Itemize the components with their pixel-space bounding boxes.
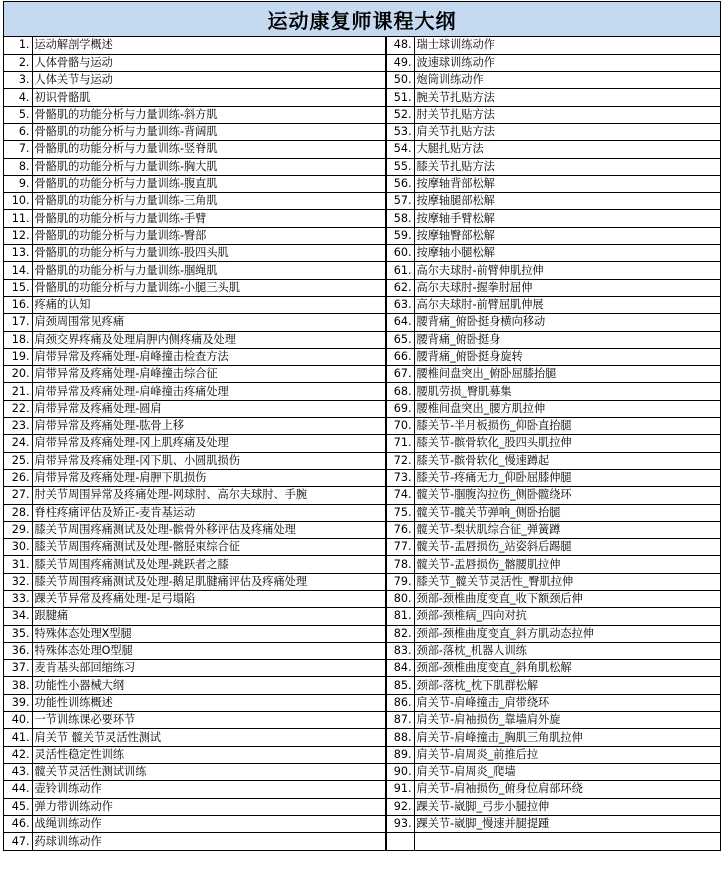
course-number: 17. xyxy=(4,314,32,331)
course-title: 膝关节周围疼痛测试及处理-髌骨外移评估及疼痛处理 xyxy=(32,521,386,538)
course-title: 运动解剖学概述 xyxy=(32,37,386,54)
course-title: 高尔夫球肘-握拳肘屈伸 xyxy=(414,279,720,296)
course-number: 32. xyxy=(4,573,32,590)
course-number: 36. xyxy=(4,642,32,659)
course-title: 踝关节-崴脚_弓步小腿拉伸 xyxy=(414,798,720,815)
course-number: 3. xyxy=(4,72,32,89)
table-row xyxy=(4,798,720,815)
course-number: 60. xyxy=(386,245,414,262)
course-title: 肩关节-肩周炎_爬墙 xyxy=(414,763,720,780)
course-number: 21. xyxy=(4,383,32,400)
table-row xyxy=(4,89,720,106)
table-row xyxy=(4,435,720,452)
table-row xyxy=(4,314,720,331)
course-number: 10. xyxy=(4,193,32,210)
course-title: 灵活性稳定性训练 xyxy=(32,746,386,763)
course-title: 大腿扎贴方法 xyxy=(414,141,720,158)
course-number: 34. xyxy=(4,608,32,625)
table-row xyxy=(4,642,720,659)
table-row xyxy=(4,677,720,694)
title-bar xyxy=(4,2,720,37)
course-title: 肩关节-肩峰撞击_胸肌三角肌拉伸 xyxy=(414,729,720,746)
table-row xyxy=(4,123,720,140)
course-number: 77. xyxy=(386,539,414,556)
course-title: 疼痛的认知 xyxy=(32,296,386,313)
course-number: 13. xyxy=(4,245,32,262)
table-row xyxy=(4,245,720,262)
table-row xyxy=(4,694,720,711)
course-number: 11. xyxy=(4,210,32,227)
course-title xyxy=(414,833,720,850)
course-number: 7. xyxy=(4,141,32,158)
table-row xyxy=(4,383,720,400)
course-title: 按摩轴小腿松解 xyxy=(414,245,720,262)
course-number: 41. xyxy=(4,729,32,746)
course-number: 27. xyxy=(4,487,32,504)
course-title: 膝关节-疼痛无力_仰卧屈膝伸腿 xyxy=(414,469,720,486)
course-title: 髋关节-盂唇损伤_站姿斜后踢腿 xyxy=(414,539,720,556)
course-title: 颈部-颈椎曲度变直_斜方肌动态拉伸 xyxy=(414,625,720,642)
course-number: 65. xyxy=(386,331,414,348)
course-number: 39. xyxy=(4,694,32,711)
course-title: 髋关节-腘腹沟拉伤_侧卧髋绕环 xyxy=(414,487,720,504)
course-number: 90. xyxy=(386,763,414,780)
course-title: 肩带异常及疼痛处理-肩峰撞击检查方法 xyxy=(32,348,386,365)
course-title: 骨骼肌的功能分析与力量训练-腹直肌 xyxy=(32,175,386,192)
table-row xyxy=(4,72,720,89)
course-number: 82. xyxy=(386,625,414,642)
course-number: 91. xyxy=(386,781,414,798)
course-title: 肩带异常及疼痛处理-肱骨上移 xyxy=(32,418,386,435)
course-number: 93. xyxy=(386,815,414,832)
course-number: 55. xyxy=(386,158,414,175)
course-title: 肩带异常及疼痛处理-冈下肌、小圆肌损伤 xyxy=(32,452,386,469)
course-number: 64. xyxy=(386,314,414,331)
course-number: 79. xyxy=(386,573,414,590)
course-number: 80. xyxy=(386,591,414,608)
table-row xyxy=(4,815,720,832)
course-number: 69. xyxy=(386,400,414,417)
course-number: 29. xyxy=(4,521,32,538)
table-row xyxy=(4,556,720,573)
table-row xyxy=(4,37,720,54)
course-title: 腰椎间盘突出_腰方肌拉伸 xyxy=(414,400,720,417)
course-number: 42. xyxy=(4,746,32,763)
course-title: 骨骼肌的功能分析与力量训练-竖脊肌 xyxy=(32,141,386,158)
course-number: 25. xyxy=(4,452,32,469)
course-number: 56. xyxy=(386,175,414,192)
course-number: 31. xyxy=(4,556,32,573)
course-title: 弹力带训练动作 xyxy=(32,798,386,815)
course-title: 按摩轴臀部松解 xyxy=(414,227,720,244)
course-title: 肩带异常及疼痛处理-冈上肌疼痛及处理 xyxy=(32,435,386,452)
course-number: 18. xyxy=(4,331,32,348)
table-row xyxy=(4,400,720,417)
course-number: 83. xyxy=(386,642,414,659)
course-title: 骨骼肌的功能分析与力量训练-胸大肌 xyxy=(32,158,386,175)
course-number: 86. xyxy=(386,694,414,711)
course-title: 麦肯基头部回缩练习 xyxy=(32,660,386,677)
course-number: 47. xyxy=(4,833,32,850)
course-number: 24. xyxy=(4,435,32,452)
course-title: 膝关节扎贴方法 xyxy=(414,158,720,175)
course-number: 12. xyxy=(4,227,32,244)
table-row xyxy=(4,763,720,780)
course-title: 人体骨骼与运动 xyxy=(32,54,386,71)
course-number: 88. xyxy=(386,729,414,746)
course-number: 61. xyxy=(386,262,414,279)
course-number: 73. xyxy=(386,469,414,486)
table-row xyxy=(4,452,720,469)
course-number: 78. xyxy=(386,556,414,573)
course-number: 57. xyxy=(386,193,414,210)
course-number: 35. xyxy=(4,625,32,642)
course-title: 膝关节周围疼痛测试及处理-髂胫束综合征 xyxy=(32,539,386,556)
course-title: 人体关节与运动 xyxy=(32,72,386,89)
course-title: 肩颈周围常见疼痛 xyxy=(32,314,386,331)
course-title: 膝关节-髌骨软化_股四头肌拉伸 xyxy=(414,435,720,452)
course-number: 46. xyxy=(4,815,32,832)
course-title: 髋关节-梨状肌综合征_弹簧蹲 xyxy=(414,521,720,538)
course-number: 58. xyxy=(386,210,414,227)
course-title: 膝关节-髌骨软化_慢速蹲起 xyxy=(414,452,720,469)
course-number: 52. xyxy=(386,106,414,123)
course-title: 骨骼肌的功能分析与力量训练-手臂 xyxy=(32,210,386,227)
course-number: 26. xyxy=(4,469,32,486)
course-title: 肩关节-肩袖损伤_靠墙肩外旋 xyxy=(414,712,720,729)
course-table xyxy=(4,37,720,850)
course-number: 49. xyxy=(386,54,414,71)
course-number: 67. xyxy=(386,366,414,383)
course-title: 肩关节扎贴方法 xyxy=(414,123,720,140)
table-row xyxy=(4,712,720,729)
course-title: 肩带异常及疼痛处理-肩峰撞击疼痛处理 xyxy=(32,383,386,400)
course-title: 膝关节-半月板损伤_仰卧直抬腿 xyxy=(414,418,720,435)
course-title: 特殊体态处理X型腿 xyxy=(32,625,386,642)
course-number: 9. xyxy=(4,175,32,192)
course-title: 高尔夫球肘-前臂屈肌伸展 xyxy=(414,296,720,313)
course-number: 48. xyxy=(386,37,414,54)
course-number: 20. xyxy=(4,366,32,383)
course-number: 15. xyxy=(4,279,32,296)
table-row xyxy=(4,591,720,608)
course-title: 骨骼肌的功能分析与力量训练-臀部 xyxy=(32,227,386,244)
course-number: 30. xyxy=(4,539,32,556)
course-title: 骨骼肌的功能分析与力量训练-斜方肌 xyxy=(32,106,386,123)
course-title: 按摩轴背部松解 xyxy=(414,175,720,192)
course-title: 腰肌劳损_臀肌募集 xyxy=(414,383,720,400)
course-title: 腰背痛_俯卧挺身 xyxy=(414,331,720,348)
course-title: 肘关节扎贴方法 xyxy=(414,106,720,123)
course-number xyxy=(386,833,414,850)
course-title: 骨骼肌的功能分析与力量训练-小腿三头肌 xyxy=(32,279,386,296)
page-title: 运动康复师课程大纲 xyxy=(267,8,457,33)
course-number: 45. xyxy=(4,798,32,815)
course-number: 54. xyxy=(386,141,414,158)
table-row xyxy=(4,781,720,798)
course-number: 74. xyxy=(386,487,414,504)
course-number: 16. xyxy=(4,296,32,313)
course-number: 85. xyxy=(386,677,414,694)
course-number: 68. xyxy=(386,383,414,400)
course-title: 战绳训练动作 xyxy=(32,815,386,832)
course-number: 53. xyxy=(386,123,414,140)
course-title: 膝关节_髋关节灵活性_臀肌拉伸 xyxy=(414,573,720,590)
course-title: 踝关节异常及疼痛处理-足弓塌陷 xyxy=(32,591,386,608)
course-number: 43. xyxy=(4,763,32,780)
course-number: 44. xyxy=(4,781,32,798)
table-row xyxy=(4,106,720,123)
course-title: 瑞士球训练动作 xyxy=(416,38,495,52)
course-title: 按摩轴手臂松解 xyxy=(414,210,720,227)
table-row xyxy=(4,141,720,158)
course-number: 50. xyxy=(386,72,414,89)
course-title: 肩带异常及疼痛处理-肩胛下肌损伤 xyxy=(32,469,386,486)
course-title: 初识骨骼肌 xyxy=(32,89,386,106)
course-title: 药球训练动作 xyxy=(32,833,386,850)
table-row xyxy=(4,279,720,296)
course-number: 23. xyxy=(4,418,32,435)
course-number: 19. xyxy=(4,348,32,365)
table-row xyxy=(4,487,720,504)
course-number: 72. xyxy=(386,452,414,469)
course-number: 1. xyxy=(4,37,32,54)
course-title: 颈部-落枕_机器人训练 xyxy=(414,642,720,659)
course-title: 骨骼肌的功能分析与力量训练-腘绳肌 xyxy=(32,262,386,279)
table-row xyxy=(4,175,720,192)
course-number: 71. xyxy=(386,435,414,452)
course-title: 髋关节-盂唇损伤_髂腰肌拉伸 xyxy=(414,556,720,573)
course-title: 膝关节周围疼痛测试及处理-鹅足肌腱痛评估及疼痛处理 xyxy=(32,573,386,590)
course-title: 颈部-颈椎曲度变直_斜角肌松解 xyxy=(414,660,720,677)
table-row xyxy=(4,625,720,642)
course-title: 肩关节-肩袖损伤_俯身位肩部环绕 xyxy=(414,781,720,798)
course-number: 8. xyxy=(4,158,32,175)
table-row xyxy=(4,469,720,486)
course-number: 89. xyxy=(386,746,414,763)
course-number: 81. xyxy=(386,608,414,625)
course-number: 40. xyxy=(4,712,32,729)
course-title: 跟腱痛 xyxy=(32,608,386,625)
table-row xyxy=(4,262,720,279)
table-row xyxy=(4,210,720,227)
course-number: 33. xyxy=(4,591,32,608)
table-row xyxy=(4,504,720,521)
course-number: 4. xyxy=(4,89,32,106)
course-number: 84. xyxy=(386,660,414,677)
course-title: 骨骼肌的功能分析与力量训练-三角肌 xyxy=(32,193,386,210)
table-row xyxy=(4,539,720,556)
course-number: 28. xyxy=(4,504,32,521)
course-title: 骨骼肌的功能分析与力量训练-股四头肌 xyxy=(32,245,386,262)
course-title: 腰背痛_俯卧挺身旋转 xyxy=(414,348,720,365)
table-row xyxy=(4,729,720,746)
course-title: 肩关节-肩周炎_前推后拉 xyxy=(414,746,720,763)
course-title: 腰椎间盘突出_俯卧屈膝抬腿 xyxy=(414,366,720,383)
course-number: 62. xyxy=(386,279,414,296)
table-row xyxy=(4,418,720,435)
course-title: 腕关节扎贴方法 xyxy=(414,89,720,106)
course-title: 按摩轴腿部松解 xyxy=(414,193,720,210)
course-number: 87. xyxy=(386,712,414,729)
course-title: 颈部-颈椎曲度变直_收下额颈后伸 xyxy=(414,591,720,608)
course-number: 63. xyxy=(386,296,414,313)
course-number: 22. xyxy=(4,400,32,417)
table-row xyxy=(4,296,720,313)
table-row xyxy=(4,366,720,383)
course-number: 37. xyxy=(4,660,32,677)
course-title: 高尔夫球肘-前臂伸肌拉伸 xyxy=(414,262,720,279)
course-outline-sheet xyxy=(3,1,721,851)
table-row xyxy=(4,54,720,71)
course-title: 特殊体态处理O型腿 xyxy=(32,642,386,659)
course-title: 肘关节周围异常及疼痛处理-网球肘、高尔夫球肘、手腕 xyxy=(32,487,386,504)
course-title: 肩关节 髋关节灵活性测试 xyxy=(32,729,386,746)
course-title: 腰背痛_俯卧挺身横向移动 xyxy=(414,314,720,331)
course-title: 肩关节-肩峰撞击_肩带绕环 xyxy=(414,694,720,711)
course-title: 骨骼肌的功能分析与力量训练-背阔肌 xyxy=(32,123,386,140)
course-title: 功能性小器械大纲 xyxy=(32,677,386,694)
table-row xyxy=(4,193,720,210)
table-row xyxy=(4,833,720,850)
course-number: 59. xyxy=(386,227,414,244)
course-number: 14. xyxy=(4,262,32,279)
course-title: 踝关节-崴脚_慢速并腿提踵 xyxy=(414,815,720,832)
course-title: 炮筒训练动作 xyxy=(414,72,720,89)
course-title: 髋关节-髋关节弹响_侧卧抬腿 xyxy=(414,504,720,521)
course-number: 5. xyxy=(4,106,32,123)
table-row xyxy=(4,331,720,348)
course-title: 壶铃训练动作 xyxy=(32,781,386,798)
table-row xyxy=(4,521,720,538)
course-title: 膝关节周围疼痛测试及处理-跳跃者之膝 xyxy=(32,556,386,573)
course-title: 肩带异常及疼痛处理-圆肩 xyxy=(32,400,386,417)
course-number: 66. xyxy=(386,348,414,365)
course-title: 波速球训练动作 xyxy=(414,54,720,71)
course-title: 肩颈交界疼痛及处理肩胛内侧疼痛及处理 xyxy=(32,331,386,348)
course-title: 肩带异常及疼痛处理-肩峰撞击综合征 xyxy=(32,366,386,383)
course-title: 功能性训练概述 xyxy=(32,694,386,711)
course-title: 颈部-颈椎病_四向对抗 xyxy=(414,608,720,625)
course-number: 51. xyxy=(386,89,414,106)
course-number: 6. xyxy=(4,123,32,140)
course-number: 75. xyxy=(386,504,414,521)
table-row xyxy=(4,573,720,590)
table-row xyxy=(4,660,720,677)
course-title: 髋关节灵活性测试训练 xyxy=(32,763,386,780)
course-number: 70. xyxy=(386,418,414,435)
table-row xyxy=(4,746,720,763)
table-row xyxy=(4,608,720,625)
course-title: 一节训练课必要环节 xyxy=(32,712,386,729)
table-row xyxy=(4,348,720,365)
course-title: 脊柱疼痛评估及矫正-麦肯基运动 xyxy=(32,504,386,521)
course-title: 颈部-落枕_枕下肌群松解 xyxy=(414,677,720,694)
course-number: 38. xyxy=(4,677,32,694)
course-number: 76. xyxy=(386,521,414,538)
course-number: 92. xyxy=(386,798,414,815)
course-number: 2. xyxy=(4,54,32,71)
table-row xyxy=(4,227,720,244)
table-row xyxy=(4,158,720,175)
